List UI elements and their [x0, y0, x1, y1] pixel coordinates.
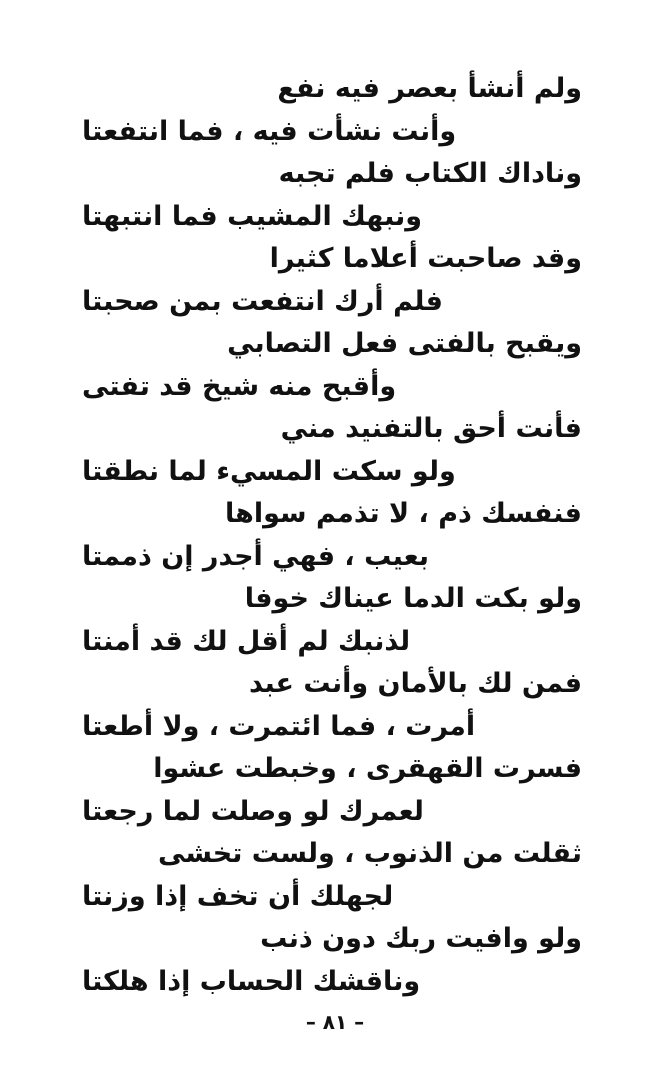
- verse-line-16: أمرت ، فما ائتمرت ، ولا أطعتا: [82, 710, 476, 742]
- verse-line-10: ولو سكت المسيء لما نطقتا: [82, 455, 456, 487]
- verse-line-1: ولم أنشأ بعصر فيه نفع: [277, 73, 582, 104]
- verse-line-18: لعمرك لو وصلت لما رجعتا: [82, 795, 424, 827]
- verse-line-5: وقد صاحبت أعلاما كثيرا: [269, 243, 582, 274]
- poem: [0, 68, 670, 1003]
- verse-line-15: فمن لك بالأمان وأنت عبد: [248, 668, 582, 699]
- verse-line-2: وأنت نشأت فيه ، فما انتفعتا: [82, 115, 457, 147]
- verse-line-21: ولو وافيت ربك دون ذنب: [260, 923, 582, 954]
- verse-line-4: ونبهك المشيب فما انتبهتا: [82, 200, 423, 232]
- verse-line-14: لذنبك لم أقل لك قد أمنتا: [82, 625, 411, 657]
- verse-line-3: وناداك الكتاب فلم تجبه: [278, 158, 582, 189]
- verse-line-19: ثقلت من الذنوب ، ولست تخشى: [158, 838, 582, 869]
- verse-line-8: وأقبح منه شيخ قد تفتى: [82, 370, 397, 402]
- verse-line-17: فسرت القهقرى ، وخبطت عشوا: [153, 753, 582, 784]
- verse-line-6: فلم أرك انتفعت بمن صحبتا: [82, 285, 443, 317]
- verse-line-22: وناقشك الحساب إذا هلكتا: [82, 965, 421, 997]
- page-number: – ٨١ –: [305, 1010, 365, 1034]
- verse-line-7: ويقبح بالفتى فعل التصابي: [227, 328, 582, 359]
- verse-line-11: فنفسك ذم ، لا تذمم سواها: [225, 498, 582, 529]
- verse-line-20: لجهلك أن تخف إذا وزنتا: [82, 880, 394, 912]
- verse-line-9: فأنت أحق بالتفنيد مني: [280, 413, 582, 444]
- verse-line-12: بعيب ، فهي أجدر إن ذممتا: [82, 540, 430, 572]
- verse-line-13: ولو بكت الدما عيناك خوفا: [244, 583, 582, 614]
